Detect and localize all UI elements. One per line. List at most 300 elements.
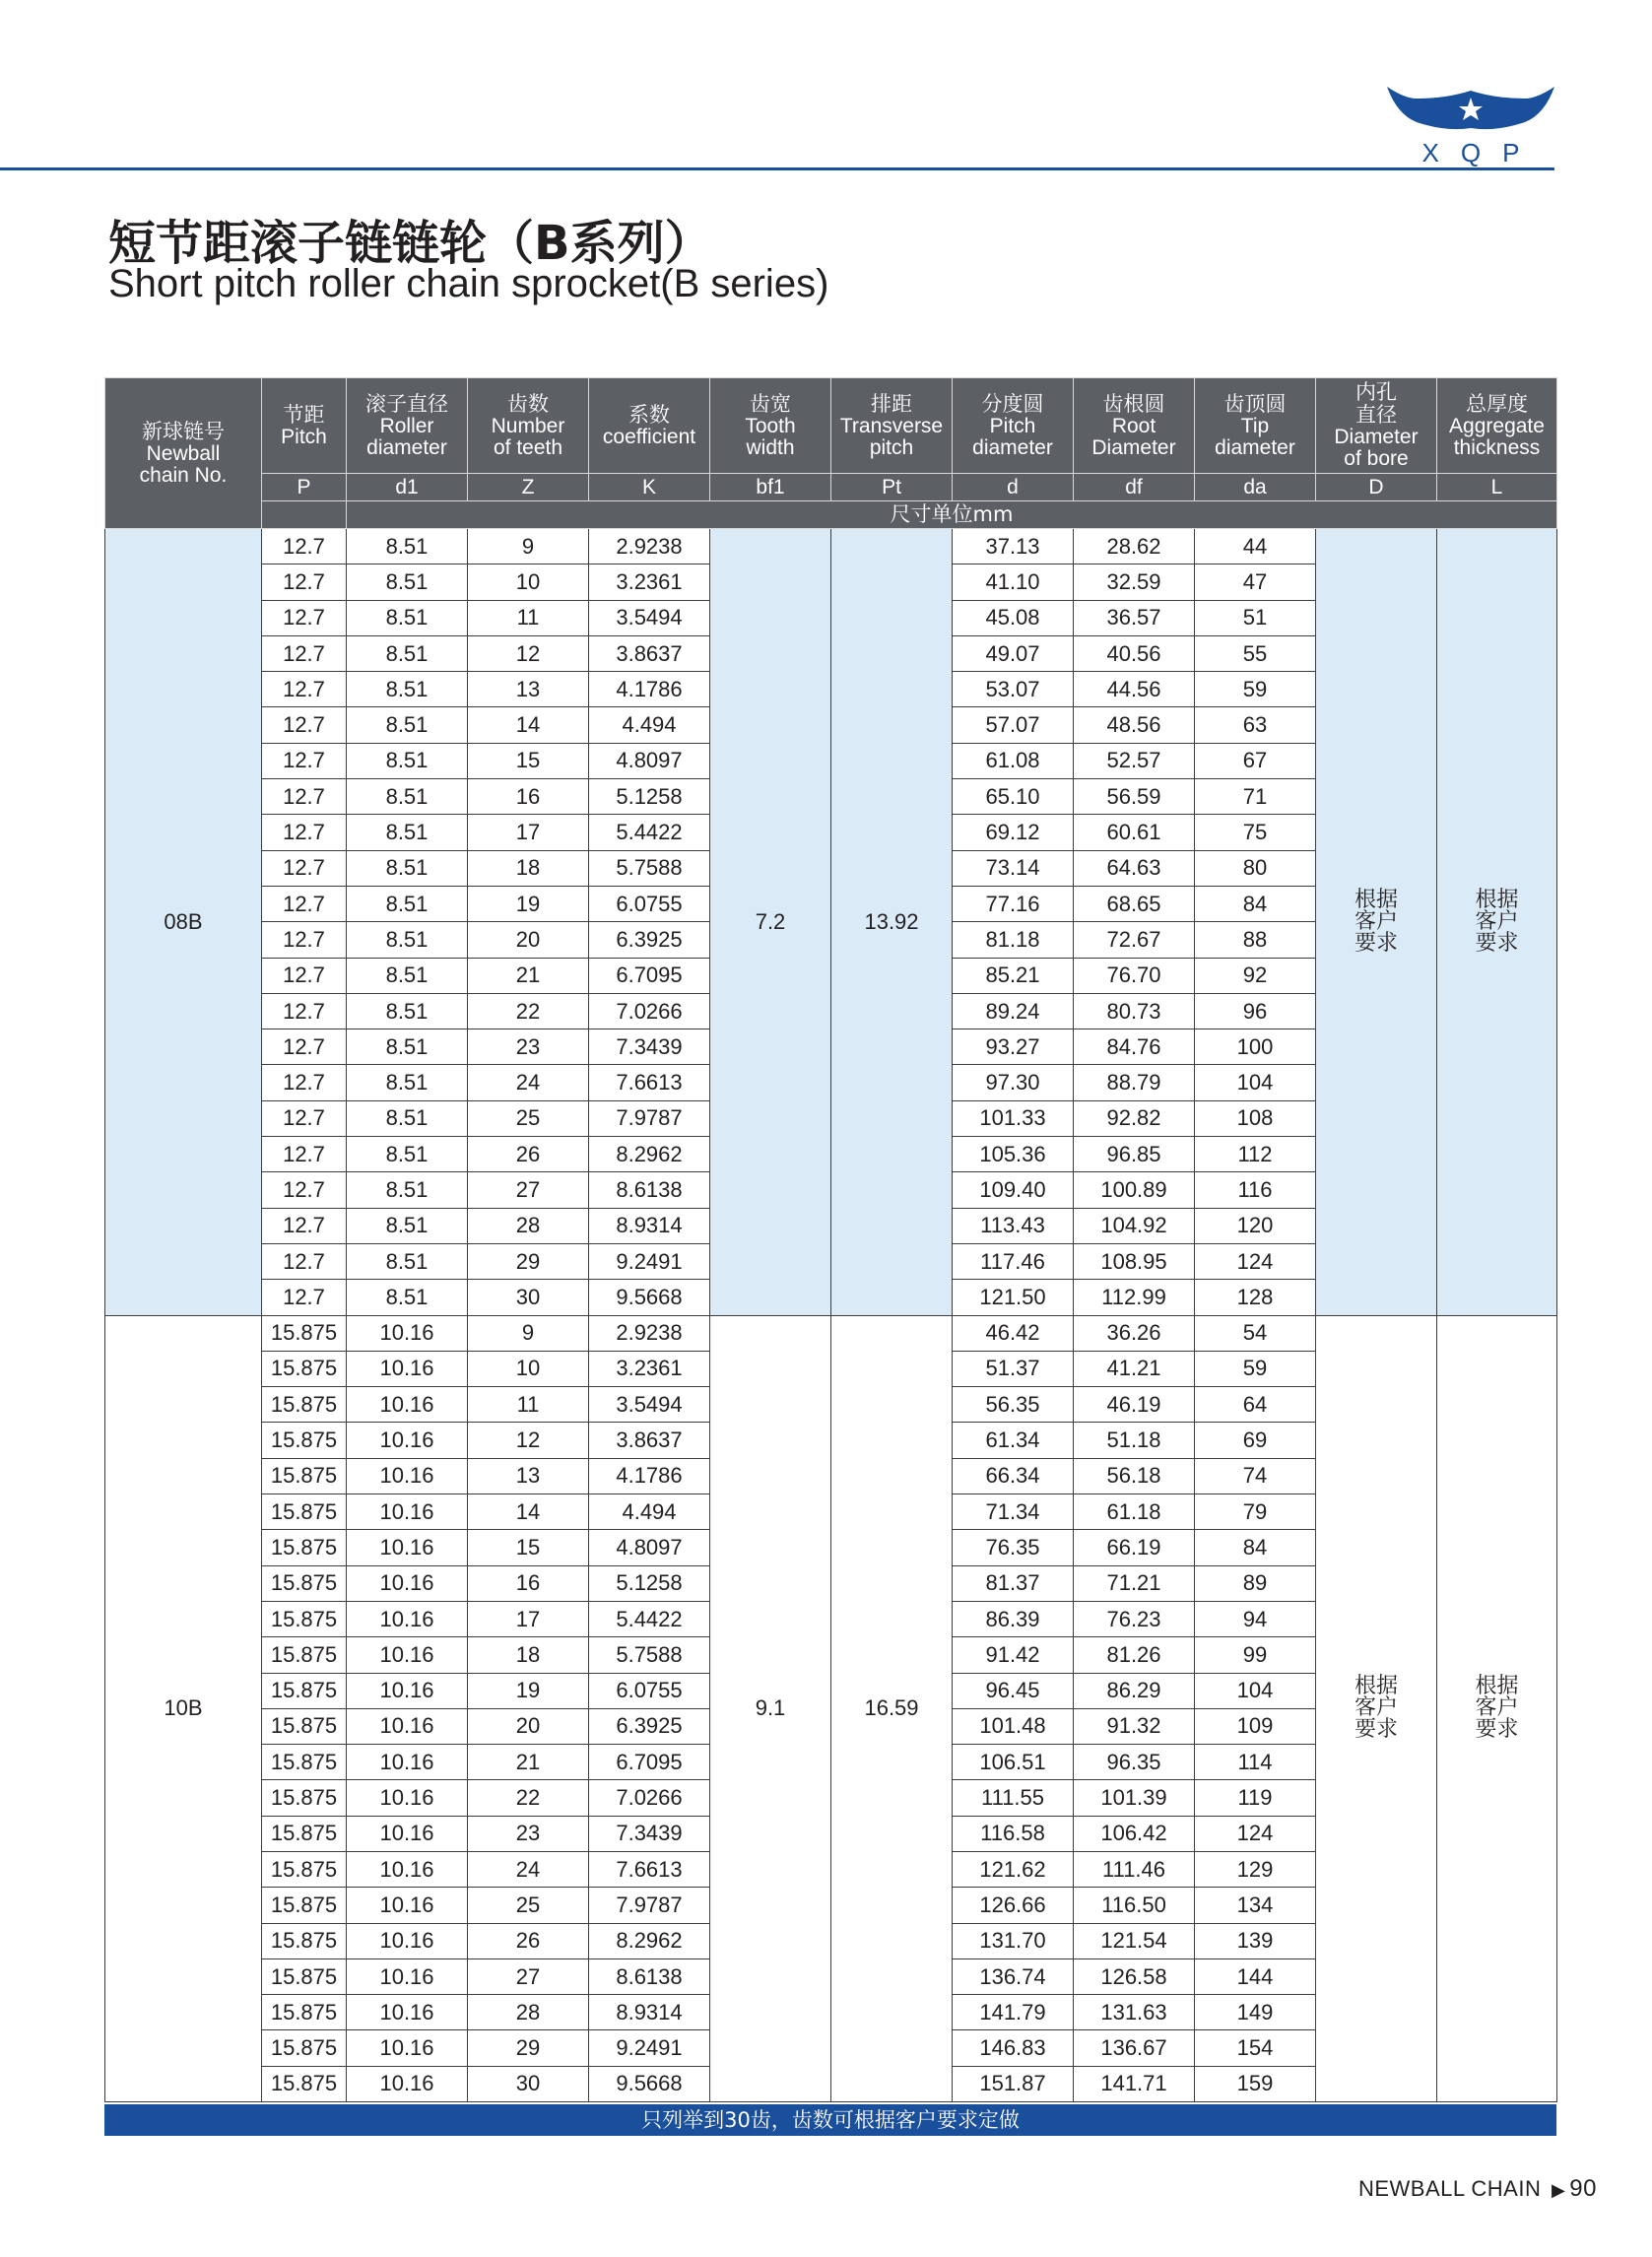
roller-diameter-cell: 8.51 (347, 815, 468, 850)
header-col-bf1 (710, 378, 831, 474)
pitch-diameter-cell: 85.21 (953, 958, 1074, 993)
root-diameter-cell: 76.23 (1074, 1601, 1195, 1636)
pitch-cell: 12.7 (262, 922, 347, 958)
header-col-cn: 总厚度 (1466, 391, 1528, 416)
header-col-en: Transverse (839, 414, 944, 437)
tip-diameter-cell: 120 (1195, 1208, 1316, 1243)
tip-diameter-cell: 84 (1195, 886, 1316, 921)
roller-diameter-cell: 10.16 (347, 1995, 468, 2030)
coefficient-cell: 7.6613 (589, 1851, 710, 1887)
header-col-d (1316, 378, 1437, 474)
chain-no-cell: 08B (105, 529, 262, 1316)
header-symbol: P (262, 474, 347, 501)
root-diameter-cell: 136.67 (1074, 2030, 1195, 2066)
pitch-cell: 15.875 (262, 1565, 347, 1601)
teeth-cell: 12 (468, 635, 589, 671)
pitch-cell: 12.7 (262, 1100, 347, 1136)
root-diameter-cell: 56.59 (1074, 779, 1195, 815)
root-diameter-cell: 44.56 (1074, 672, 1195, 707)
teeth-cell: 15 (468, 743, 589, 778)
teeth-cell: 29 (468, 2030, 589, 2066)
tip-diameter-cell: 55 (1195, 635, 1316, 671)
coefficient-cell: 9.5668 (589, 1280, 710, 1315)
tip-diameter-cell: 124 (1195, 1243, 1316, 1279)
pitch-diameter-cell: 111.55 (953, 1780, 1074, 1816)
header-symbol: d (953, 474, 1074, 501)
tip-diameter-cell: 54 (1195, 1315, 1316, 1351)
teeth-cell: 24 (468, 1851, 589, 1887)
tip-diameter-cell: 116 (1195, 1172, 1316, 1208)
pitch-diameter-cell: 116.58 (953, 1816, 1074, 1851)
pitch-cell: 15.875 (262, 1458, 347, 1494)
roller-diameter-cell: 10.16 (347, 1958, 468, 1994)
header-unit-spacer (262, 501, 347, 529)
pitch-cell: 12.7 (262, 1065, 347, 1100)
pitch-diameter-cell: 151.87 (953, 2066, 1074, 2101)
coefficient-cell: 8.6138 (589, 1172, 710, 1208)
root-diameter-cell: 28.62 (1074, 529, 1195, 564)
roller-diameter-cell: 8.51 (347, 922, 468, 958)
table-row (105, 529, 1557, 564)
root-diameter-cell: 100.89 (1074, 1172, 1195, 1208)
header-col-en: Tip (1240, 414, 1270, 437)
teeth-cell: 24 (468, 1065, 589, 1100)
root-diameter-cell: 36.57 (1074, 600, 1195, 635)
pitch-diameter-cell: 61.34 (953, 1423, 1074, 1458)
pitch-cell: 12.7 (262, 1243, 347, 1279)
roller-diameter-cell: 10.16 (347, 1565, 468, 1601)
tip-diameter-cell: 114 (1195, 1745, 1316, 1780)
coefficient-cell: 3.8637 (589, 635, 710, 671)
header-col-cn: 齿宽 (750, 391, 791, 416)
header-col-en: Tooth (745, 414, 796, 437)
coefficient-cell: 5.7588 (589, 1637, 710, 1673)
roller-diameter-cell: 8.51 (347, 600, 468, 635)
aggregate-thickness-cell: 根据 客户 要求 (1437, 529, 1557, 1316)
root-diameter-cell: 56.18 (1074, 1458, 1195, 1494)
coefficient-cell: 2.9238 (589, 1315, 710, 1351)
pitch-diameter-cell: 131.70 (953, 1923, 1074, 1958)
tooth-width-cell: 7.2 (710, 529, 831, 1316)
pitch-cell: 12.7 (262, 672, 347, 707)
coefficient-cell: 7.6613 (589, 1065, 710, 1100)
roller-diameter-cell: 8.51 (347, 886, 468, 921)
coefficient-cell: 6.7095 (589, 1745, 710, 1780)
pitch-cell: 15.875 (262, 1745, 347, 1780)
pitch-diameter-cell: 81.37 (953, 1565, 1074, 1601)
pitch-diameter-cell: 106.51 (953, 1745, 1074, 1780)
header-col-en: Number (491, 414, 565, 437)
coefficient-cell: 6.3925 (589, 922, 710, 958)
tip-diameter-cell: 104 (1195, 1065, 1316, 1100)
root-diameter-cell: 36.26 (1074, 1315, 1195, 1351)
tooth-width-cell: 9.1 (710, 1315, 831, 2102)
teeth-cell: 20 (468, 922, 589, 958)
pitch-diameter-cell: 126.66 (953, 1888, 1074, 1923)
coefficient-cell: 7.0266 (589, 1780, 710, 1816)
root-diameter-cell: 71.21 (1074, 1565, 1195, 1601)
logo-emblem-icon (1387, 85, 1554, 136)
roller-diameter-cell: 8.51 (347, 743, 468, 778)
tip-diameter-cell: 75 (1195, 815, 1316, 850)
header-symbol: Pt (831, 474, 953, 501)
pitch-diameter-cell: 51.37 (953, 1351, 1074, 1386)
triangle-right-icon: ▶ (1551, 2180, 1566, 2200)
teeth-cell: 21 (468, 958, 589, 993)
header-col-en: Pitch (281, 425, 327, 448)
aggregate-thickness-cell: 根据 客户 要求 (1437, 1315, 1557, 2102)
coefficient-cell: 4.1786 (589, 672, 710, 707)
coefficient-cell: 4.494 (589, 1494, 710, 1530)
pitch-cell: 12.7 (262, 600, 347, 635)
roller-diameter-cell: 10.16 (347, 1315, 468, 1351)
roller-diameter-cell: 10.16 (347, 1888, 468, 1923)
coefficient-cell: 8.2962 (589, 1137, 710, 1172)
pitch-cell: 15.875 (262, 1958, 347, 1994)
coefficient-cell: 8.9314 (589, 1995, 710, 2030)
coefficient-cell: 9.2491 (589, 1243, 710, 1279)
pitch-diameter-cell: 141.79 (953, 1995, 1074, 2030)
coefficient-cell: 4.8097 (589, 743, 710, 778)
header-chain-no-en2: chain No. (139, 463, 228, 487)
pitch-diameter-cell: 113.43 (953, 1208, 1074, 1243)
pitch-cell: 12.7 (262, 815, 347, 850)
teeth-cell: 14 (468, 1494, 589, 1530)
tip-diameter-cell: 69 (1195, 1423, 1316, 1458)
teeth-cell: 28 (468, 1208, 589, 1243)
header-col-pt (831, 378, 953, 474)
teeth-cell: 21 (468, 1745, 589, 1780)
roller-diameter-cell: 8.51 (347, 1243, 468, 1279)
tip-diameter-cell: 104 (1195, 1673, 1316, 1708)
header-col-d1 (347, 378, 468, 474)
pitch-diameter-cell: 91.42 (953, 1637, 1074, 1673)
coefficient-cell: 8.9314 (589, 1208, 710, 1243)
coefficient-cell: 4.8097 (589, 1530, 710, 1565)
coefficient-cell: 4.494 (589, 707, 710, 743)
root-diameter-cell: 40.56 (1074, 635, 1195, 671)
pitch-cell: 15.875 (262, 1315, 347, 1351)
pitch-diameter-cell: 96.45 (953, 1673, 1074, 1708)
coefficient-cell: 2.9238 (589, 529, 710, 564)
header-chain-no-cn: 新球链号 (142, 419, 225, 443)
roller-diameter-cell: 10.16 (347, 1637, 468, 1673)
pitch-diameter-cell: 65.10 (953, 779, 1074, 815)
header-symbol: Z (468, 474, 589, 501)
header-unit-row (105, 501, 1557, 529)
roller-diameter-cell: 10.16 (347, 1673, 468, 1708)
header-col-cn: 排距 (871, 391, 912, 416)
roller-diameter-cell: 10.16 (347, 1494, 468, 1530)
teeth-cell: 13 (468, 1458, 589, 1494)
teeth-cell: 27 (468, 1172, 589, 1208)
tip-diameter-cell: 128 (1195, 1280, 1316, 1315)
header-col-en: of teeth (493, 435, 563, 459)
coefficient-cell: 7.9787 (589, 1888, 710, 1923)
pitch-cell: 12.7 (262, 886, 347, 921)
header-col-en: diameter (366, 435, 447, 459)
pitch-diameter-cell: 81.18 (953, 922, 1074, 958)
header-col-en: Roller (379, 414, 434, 437)
teeth-cell: 18 (468, 850, 589, 886)
teeth-cell: 23 (468, 1029, 589, 1065)
root-diameter-cell: 92.82 (1074, 1100, 1195, 1136)
tip-diameter-cell: 108 (1195, 1100, 1316, 1136)
root-diameter-cell: 104.92 (1074, 1208, 1195, 1243)
coefficient-cell: 7.3439 (589, 1029, 710, 1065)
root-diameter-cell: 121.54 (1074, 1923, 1195, 1958)
root-diameter-cell: 48.56 (1074, 707, 1195, 743)
root-diameter-cell: 52.57 (1074, 743, 1195, 778)
pitch-cell: 15.875 (262, 1851, 347, 1887)
root-diameter-cell: 81.26 (1074, 1637, 1195, 1673)
coefficient-cell: 6.0755 (589, 1673, 710, 1708)
teeth-cell: 13 (468, 672, 589, 707)
transverse-pitch-cell: 13.92 (831, 529, 953, 1316)
coefficient-cell: 8.2962 (589, 1923, 710, 1958)
header-col-en: diameter (972, 435, 1053, 459)
pitch-diameter-cell: 76.35 (953, 1530, 1074, 1565)
roller-diameter-cell: 10.16 (347, 1387, 468, 1423)
pitch-diameter-cell: 56.35 (953, 1387, 1074, 1423)
root-diameter-cell: 106.42 (1074, 1816, 1195, 1851)
coefficient-cell: 3.2361 (589, 564, 710, 600)
header-col-cn: 齿顶圆 (1223, 391, 1287, 416)
pitch-cell: 15.875 (262, 1530, 347, 1565)
teeth-cell: 16 (468, 1565, 589, 1601)
roller-diameter-cell: 10.16 (347, 1923, 468, 1958)
tip-diameter-cell: 134 (1195, 1888, 1316, 1923)
tip-diameter-cell: 100 (1195, 1029, 1316, 1065)
root-diameter-cell: 61.18 (1074, 1494, 1195, 1530)
pitch-diameter-cell: 69.12 (953, 815, 1074, 850)
roller-diameter-cell: 8.51 (347, 1100, 468, 1136)
pitch-diameter-cell: 101.48 (953, 1708, 1074, 1744)
bore-diameter-cell: 根据 客户 要求 (1316, 529, 1437, 1316)
roller-diameter-cell: 8.51 (347, 672, 468, 707)
teeth-cell: 14 (468, 707, 589, 743)
page-title-en: Short pitch roller chain sprocket(B series) (108, 262, 829, 305)
roller-diameter-cell: 10.16 (347, 2030, 468, 2066)
root-diameter-cell: 116.50 (1074, 1888, 1195, 1923)
pitch-cell: 15.875 (262, 2066, 347, 2101)
pitch-cell: 15.875 (262, 1637, 347, 1673)
teeth-cell: 26 (468, 1923, 589, 1958)
page-title-cn: 短节距滚子链链轮（B系列） (108, 216, 712, 271)
tip-diameter-cell: 80 (1195, 850, 1316, 886)
teeth-cell: 12 (468, 1423, 589, 1458)
page-number: 90 (1569, 2175, 1597, 2202)
header-col-cn: 分度圆 (981, 391, 1044, 416)
pitch-cell: 12.7 (262, 779, 347, 815)
teeth-cell: 22 (468, 993, 589, 1029)
roller-diameter-cell: 8.51 (347, 529, 468, 564)
teeth-cell: 28 (468, 1995, 589, 2030)
tip-diameter-cell: 144 (1195, 1958, 1316, 1994)
roller-diameter-cell: 10.16 (347, 1708, 468, 1744)
pitch-diameter-cell: 117.46 (953, 1243, 1074, 1279)
page-footer-label: NEWBALL CHAIN (1357, 2176, 1542, 2201)
coefficient-cell: 6.3925 (589, 1708, 710, 1744)
teeth-cell: 11 (468, 600, 589, 635)
pitch-cell: 12.7 (262, 1029, 347, 1065)
pitch-diameter-cell: 105.36 (953, 1137, 1074, 1172)
header-col-k (589, 378, 710, 474)
roller-diameter-cell: 10.16 (347, 2066, 468, 2101)
header-col-en: Diameter (1091, 435, 1176, 459)
roller-diameter-cell: 8.51 (347, 1208, 468, 1243)
coefficient-cell: 4.1786 (589, 1458, 710, 1494)
roller-diameter-cell: 10.16 (347, 1458, 468, 1494)
pitch-diameter-cell: 109.40 (953, 1172, 1074, 1208)
roller-diameter-cell: 8.51 (347, 1065, 468, 1100)
header-chain-no-en1: Newball (146, 441, 221, 465)
roller-diameter-cell: 10.16 (347, 1745, 468, 1780)
pitch-diameter-cell: 45.08 (953, 600, 1074, 635)
header-col-cn: 滚子直径 (365, 391, 448, 416)
roller-diameter-cell: 10.16 (347, 1530, 468, 1565)
teeth-cell: 10 (468, 564, 589, 600)
coefficient-cell: 3.8637 (589, 1423, 710, 1458)
header-col-en: diameter (1215, 435, 1295, 459)
teeth-cell: 17 (468, 1601, 589, 1636)
teeth-cell: 27 (468, 1958, 589, 1994)
pitch-diameter-cell: 46.42 (953, 1315, 1074, 1351)
table-row (105, 1315, 1557, 1351)
coefficient-cell: 3.5494 (589, 1387, 710, 1423)
root-diameter-cell: 126.58 (1074, 1958, 1195, 1994)
pitch-diameter-cell: 53.07 (953, 672, 1074, 707)
teeth-cell: 19 (468, 1673, 589, 1708)
root-diameter-cell: 68.65 (1074, 886, 1195, 921)
pitch-cell: 12.7 (262, 564, 347, 600)
teeth-cell: 10 (468, 1351, 589, 1386)
tip-diameter-cell: 119 (1195, 1780, 1316, 1816)
pitch-cell: 12.7 (262, 958, 347, 993)
header-symbol: L (1437, 474, 1557, 501)
tip-diameter-cell: 139 (1195, 1923, 1316, 1958)
teeth-cell: 22 (468, 1780, 589, 1816)
tip-diameter-cell: 129 (1195, 1851, 1316, 1887)
header-col-p (262, 378, 347, 474)
pitch-cell: 15.875 (262, 1673, 347, 1708)
pitch-diameter-cell: 37.13 (953, 529, 1074, 564)
coefficient-cell: 6.7095 (589, 958, 710, 993)
pitch-diameter-cell: 121.62 (953, 1851, 1074, 1887)
teeth-cell: 25 (468, 1100, 589, 1136)
pitch-cell: 15.875 (262, 1423, 347, 1458)
pitch-diameter-cell: 77.16 (953, 886, 1074, 921)
pitch-diameter-cell: 136.74 (953, 1958, 1074, 1994)
pitch-cell: 15.875 (262, 1387, 347, 1423)
pitch-diameter-cell: 61.08 (953, 743, 1074, 778)
coefficient-cell: 9.2491 (589, 2030, 710, 2066)
pitch-cell: 12.7 (262, 1208, 347, 1243)
pitch-diameter-cell: 86.39 (953, 1601, 1074, 1636)
header-symbol-row (105, 474, 1557, 501)
roller-diameter-cell: 8.51 (347, 707, 468, 743)
pitch-diameter-cell: 93.27 (953, 1029, 1074, 1065)
pitch-diameter-cell: 49.07 (953, 635, 1074, 671)
tip-diameter-cell: 64 (1195, 1387, 1316, 1423)
header-col-en: coefficient (602, 425, 696, 448)
teeth-cell: 9 (468, 529, 589, 564)
root-diameter-cell: 64.63 (1074, 850, 1195, 886)
teeth-cell: 11 (468, 1387, 589, 1423)
coefficient-cell: 7.9787 (589, 1100, 710, 1136)
transverse-pitch-cell: 16.59 (831, 1315, 953, 2102)
pitch-diameter-cell: 89.24 (953, 993, 1074, 1029)
pitch-cell: 15.875 (262, 1780, 347, 1816)
pitch-diameter-cell: 66.34 (953, 1458, 1074, 1494)
header-col-z (468, 378, 589, 474)
root-diameter-cell: 84.76 (1074, 1029, 1195, 1065)
teeth-cell: 18 (468, 1637, 589, 1673)
header-col-df (1074, 378, 1195, 474)
roller-diameter-cell: 8.51 (347, 993, 468, 1029)
tip-diameter-cell: 159 (1195, 2066, 1316, 2101)
tip-diameter-cell: 154 (1195, 2030, 1316, 2066)
header-symbol: bf1 (710, 474, 831, 501)
tip-diameter-cell: 99 (1195, 1637, 1316, 1673)
coefficient-cell: 5.7588 (589, 850, 710, 886)
coefficient-cell: 8.6138 (589, 1958, 710, 1994)
teeth-cell: 9 (468, 1315, 589, 1351)
footer-note: 只列举到30齿，齿数可根据客户要求定做 (104, 2104, 1556, 2136)
teeth-cell: 17 (468, 815, 589, 850)
header-rule (0, 167, 1554, 170)
header-col-en: Diameter (1334, 426, 1419, 448)
roller-diameter-cell: 8.51 (347, 1137, 468, 1172)
pitch-cell: 12.7 (262, 1280, 347, 1315)
root-diameter-cell: 72.67 (1074, 922, 1195, 958)
pitch-cell: 12.7 (262, 993, 347, 1029)
root-diameter-cell: 91.32 (1074, 1708, 1195, 1744)
coefficient-cell: 9.5668 (589, 2066, 710, 2101)
header-col-en: of bore (1344, 447, 1409, 470)
header-symbol: K (589, 474, 710, 501)
roller-diameter-cell: 8.51 (347, 1172, 468, 1208)
root-diameter-cell: 108.95 (1074, 1243, 1195, 1279)
roller-diameter-cell: 8.51 (347, 779, 468, 815)
teeth-cell: 16 (468, 779, 589, 815)
tip-diameter-cell: 109 (1195, 1708, 1316, 1744)
pitch-cell: 12.7 (262, 743, 347, 778)
roller-diameter-cell: 8.51 (347, 564, 468, 600)
pitch-diameter-cell: 71.34 (953, 1494, 1074, 1530)
tip-diameter-cell: 59 (1195, 1351, 1316, 1386)
root-diameter-cell: 96.35 (1074, 1745, 1195, 1780)
header-symbol: da (1195, 474, 1316, 501)
tip-diameter-cell: 89 (1195, 1565, 1316, 1601)
pitch-cell: 15.875 (262, 1708, 347, 1744)
root-diameter-cell: 86.29 (1074, 1673, 1195, 1708)
coefficient-cell: 5.1258 (589, 779, 710, 815)
header-col-cn: 内孔 直径 (1355, 380, 1397, 427)
coefficient-cell: 3.2361 (589, 1351, 710, 1386)
roller-diameter-cell: 10.16 (347, 1851, 468, 1887)
teeth-cell: 30 (468, 2066, 589, 2101)
header-col-cn: 齿数 (507, 391, 549, 416)
tip-diameter-cell: 51 (1195, 600, 1316, 635)
tip-diameter-cell: 92 (1195, 958, 1316, 993)
header-row (105, 378, 1557, 474)
tip-diameter-cell: 88 (1195, 922, 1316, 958)
header-col-en: Root (1111, 414, 1156, 437)
tip-diameter-cell: 94 (1195, 1601, 1316, 1636)
teeth-cell: 23 (468, 1816, 589, 1851)
roller-diameter-cell: 10.16 (347, 1780, 468, 1816)
